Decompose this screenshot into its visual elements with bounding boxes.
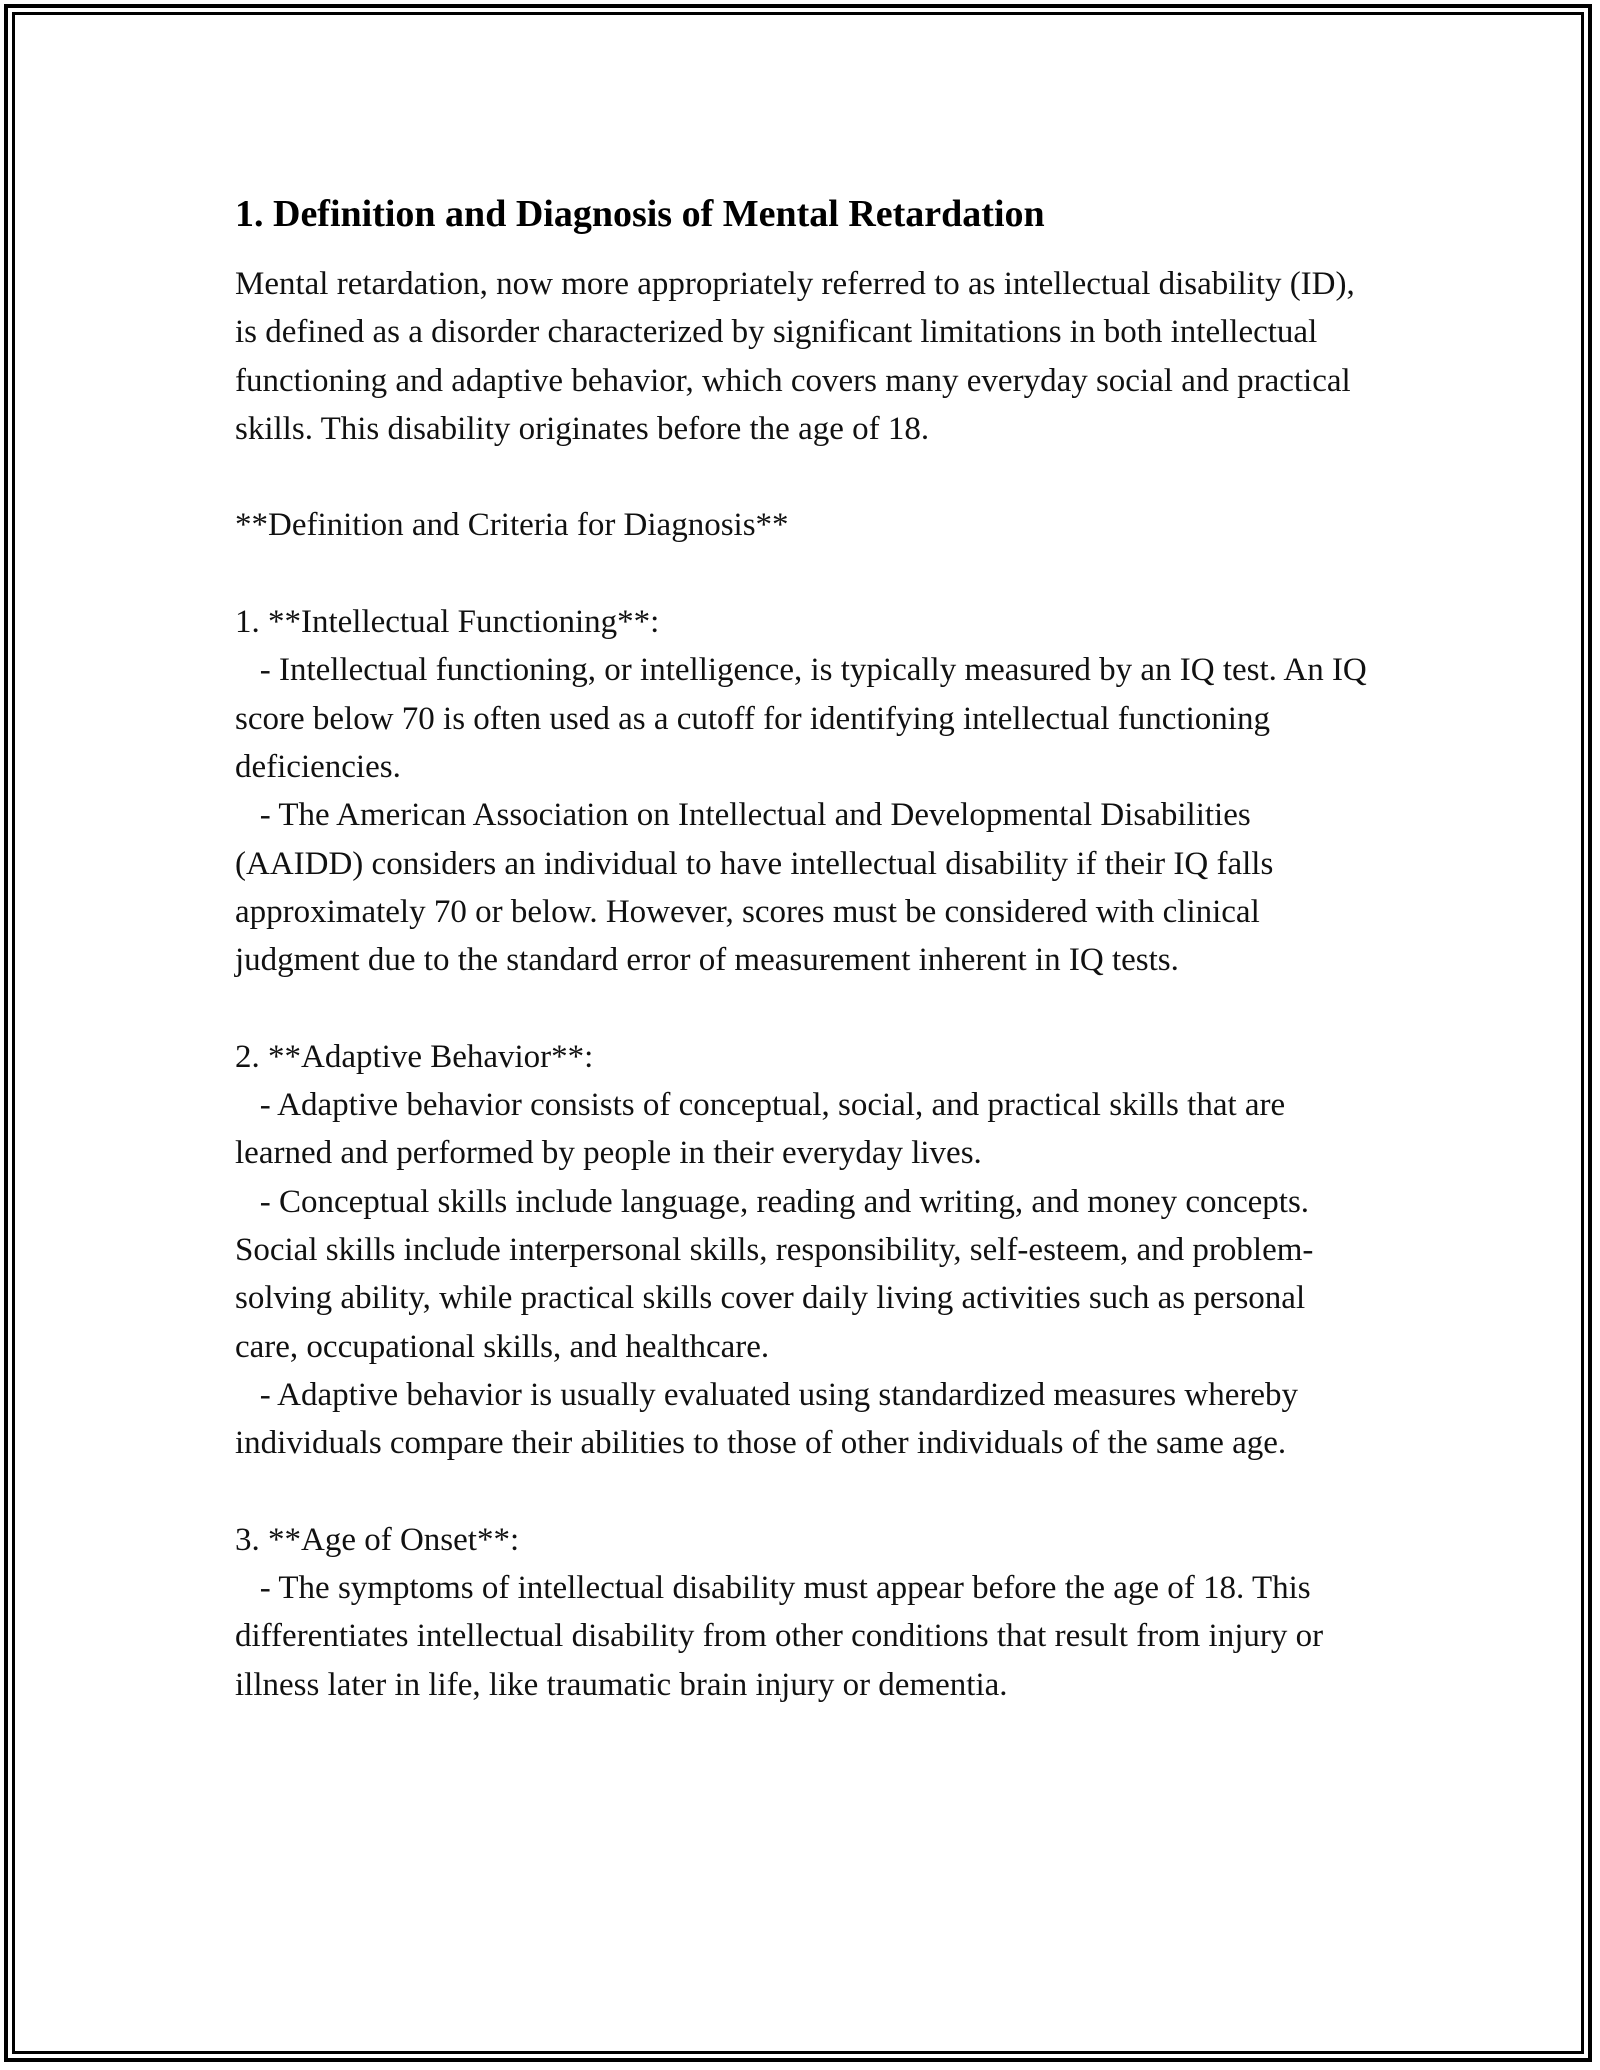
criterion-title: 3. **Age of Onset**: [235,1521,520,1558]
criterion-bullet: - Intellectual functioning, or intelligence, is typically measured by an IQ test. An IQ score below 70 is often used as a cutoff for identifying intellectual functioning deficiencies. [235,652,1376,785]
blank-line [235,984,1375,1032]
blank-line [235,1467,1375,1515]
criterion-bullet: - The American Association on Intellectual and Developmental Disabilities (AAIDD) considers an individual to have intellectual disability if their IQ falls approximately 70 or below. However, scores must be considered with clinical judgment due to the standard error of measurement inherent in IQ tests. [235,797,1282,979]
criteria-subheading: **Definition and Criteria for Diagnosis** [235,507,789,544]
criterion-bullet: - Conceptual skills include language, reading and writing, and money concepts. Social skills include interpersonal skills, responsibility, self-esteem, and problem-solving ability, while practical skills cover daily living activities such as personal care, occupational skills, and healthcare. [235,1183,1318,1365]
blank-line [235,550,1375,598]
criterion-bullet: - Adaptive behavior consists of conceptual, social, and practical skills that are learned and performed by people in their everyday lives. [235,1087,1294,1172]
intro-paragraph: Mental retardation, now more appropriately referred to as intellectual disability (ID), is defined as a disorder characterized by significant limitations in both intellectual functioning and adaptive behavior, which covers many everyday social and practical skills. This disability originates before the age of 18. [235,266,1363,447]
section-heading: 1. Definition and Diagnosis of Mental Retardation [235,193,1045,235]
document-body [235,188,1375,1709]
criterion-bullet: - Adaptive behavior is usually evaluated using standardized measures whereby individuals compare their abilities to those of other individuals of the same age. [235,1376,1307,1462]
criterion-title: 1. **Intellectual Functioning**: [235,604,660,641]
blank-line [235,453,1375,501]
criterion-bullet: - The symptoms of intellectual disability must appear before the age of 18. This differentiates intellectual disability from other conditions that result from injury or illness later in life, like traumatic brain injury or dementia. [235,1570,1332,1703]
criterion-title: 2. **Adaptive Behavior**: [235,1038,594,1075]
